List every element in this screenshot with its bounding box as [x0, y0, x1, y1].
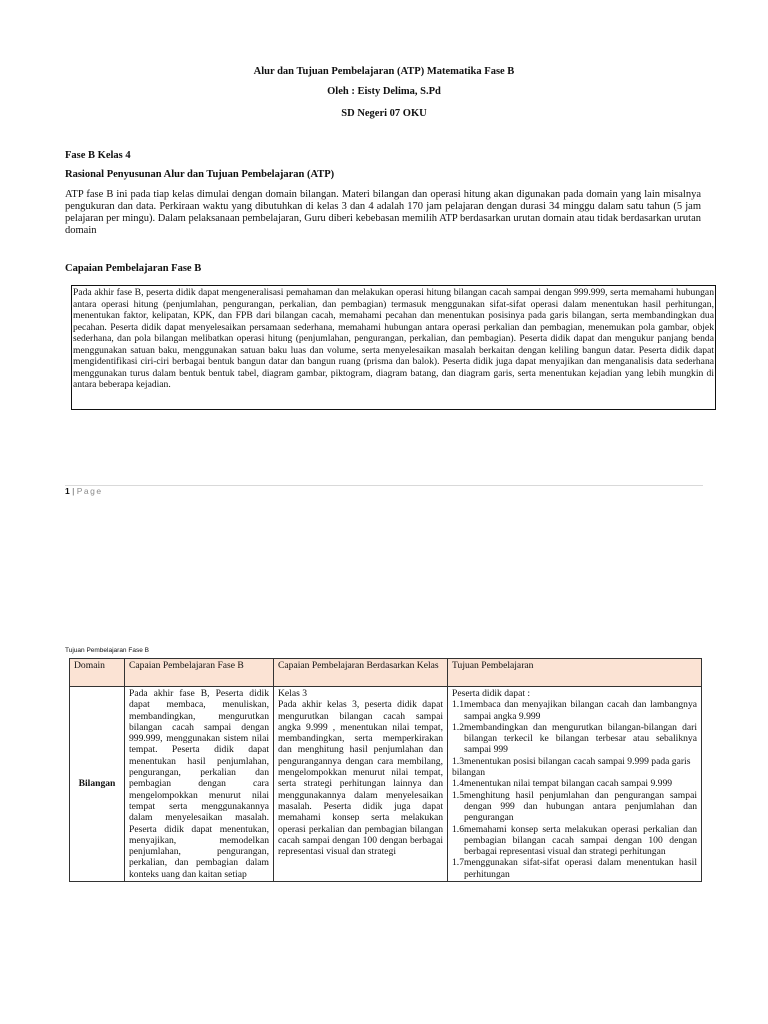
- tp-item-text: membandingkan dan mengurutkan bilangan-bilangan dari bilangan terkecil ke bilangan terbesar atau sebaliknya sampai 999: [464, 721, 697, 756]
- domain-cell: Bilangan: [70, 687, 125, 882]
- atp-table: [69, 658, 702, 882]
- tp-item-text: menggunakan sifat-sifat operasi dalam menentukan hasil perhitungan: [464, 857, 697, 880]
- header-domain: Domain: [70, 659, 125, 687]
- table-header-row: [70, 659, 702, 687]
- cp-kelas-text: Pada akhir kelas 3, peserta didik dapat mengurutkan bilangan cacah sampai angka 9.999 , menentukan nilai tempat, membandingkan, serta memperkirakan dan menghitung hasil penjumlahan dan pengurangannya dengan cara membilang, mengelompokkan menurut nilai tempat, serta strategi perhitungan lainnya dan menggunakannya dalam menyelesaikan masalah. Peserta didik juga dapat memahami konsep serta melakukan operasi perkalian dan pembagian bilangan cacah sampai dengan 100 dengan berbagai representasi visual dan strategi: [278, 699, 443, 858]
- kelas-label: Kelas 3: [278, 688, 308, 699]
- tp-item: [452, 824, 697, 858]
- tp-item: 1.3menentukan posisi bilangan cacah sampai 9.999 pada garis bilangan: [452, 755, 691, 779]
- document-school: SD Negeri 07 OKU: [341, 108, 427, 119]
- tp-cell: [448, 687, 702, 882]
- rasional-paragraph: ATP fase B ini pada tiap kelas dimulai dengan domain bilangan. Materi bilangan dan operasi hitung akan digunakan pada domain yang lain misalnya pengukuran dan data. Perkiraan waktu yang dibutuhkan di kelas 3 dan 4 adalah 170 jam pelajaran dengan durasi 34 minggu dalam satu tahun (5 jam pelajaran per mingu). Dalam pelaksanaan pembelajaran, Guru diberi kebebasan memilih ATP berdasarkan urutan domain atau tidak berdasarkan urutan domain: [65, 189, 701, 236]
- header-tp: Tujuan Pembelajaran: [448, 659, 702, 687]
- table-row: [70, 687, 702, 882]
- document-author: Oleh : Eisty Delima, S.Pd: [327, 86, 441, 97]
- tp-item: [452, 699, 697, 722]
- page-label: Page: [76, 486, 103, 496]
- footer-divider: [65, 485, 703, 486]
- capaian-box: Pada akhir fase B, peserta didik dapat mengeneralisasi pemahaman dan melakukan operasi hitung bilangan cacah sampai dengan 999.999, serta memahami hubungan antara operasi hitung (penjumlahan, pengurangan, perkalian, dan pembagian) termasuk menggunakan sifat-sifat operasi dalam menentukan hasil perhitungan, menentukan faktor, kelipatan, KPK, dan FPB dari bilangan cacah, memahami pecahan dan menentukan posisinya pada garis bilangan, serta membandingkan dua pecahan. Peserta didik dapat menyelesaikan persamaan sederhana, memahami hubungan antara operasi perkalian dan pembagian, menemukan pola gambar, objek sederhana, dan pola bilangan melibatkan operasi hitung (penjumlahan, pengurangan, perkalian, dan pembagian). Peserta didik dapat dan mengukur panjang benda menggunakan satuan baku, menggunakan satuan baku luas dan volume, serta menyelesaikan masalah berkaitan dengan keliling bangun datar. Peserta didik dapat mengidentifikasi ciri-ciri berbagai bentuk bangun datar dan bangun ruang (prisma dan balok). Peserta didik juga dapat menyajikan dan menganalisis data sederhana menggunakan turus dalam bentuk bentuk tabel, diagram gambar, piktogram, diagram batang, dan diagram garis, serta menentukan kejadian yang lebih mungkin di antara beberapa kejadian.: [71, 285, 716, 410]
- tp-item-number: 1.2: [452, 721, 464, 733]
- capaian-heading: Capaian Pembelajaran Fase B: [65, 263, 202, 274]
- tp-item-number: 1.6: [452, 823, 464, 835]
- rasional-heading: Rasional Penyusunan Alur dan Tujuan Pembelajaran (ATP): [65, 169, 335, 180]
- fase-kelas-heading: Fase B Kelas 4: [65, 150, 131, 161]
- tp-item-number: 1.7: [452, 857, 464, 869]
- tp-item: [452, 722, 697, 756]
- tp-intro: Peserta didik dapat :: [452, 688, 531, 699]
- header-cp: Capaian Pembelajaran Fase B: [125, 659, 274, 687]
- table-caption: Tujuan Pembelajaran Fase B: [65, 647, 149, 654]
- tp-item-number: 1.1: [452, 699, 464, 711]
- tp-item: [452, 790, 697, 824]
- tp-item-text: memahami konsep serta melakukan operasi perkalian dan pembagian bilangan cacah sampai dengan 100 dengan berbagai representasi visual dan strategi perhitungan: [464, 823, 697, 858]
- tp-item-text: menghitung hasil penjumlahan dan pengurangan sampai dengan 999 dan hubungan antara penjumlahan dan pengurangan: [464, 789, 697, 824]
- cp-cell: Pada akhir fase B, Peserta didik dapat membaca, menuliskan, membandingkan, mengurutkan bilangan cacah sampai dengan 999.999, menggunakan sistem nilai tempat. Peserta didik dapat menentukan hasil penjumlahan, pengurangan, perkalian dan pembagian dengan cara mengelompokkan menurut nilai tempat serta menggunakannya dalam menyelesaikan masalah. Peserta didik dapat menentukan, menyajikan, memodelkan penjumlahan, pengurangan, perkalian, dan pembagian dalam konteks uang dan kaitan setiap: [125, 687, 274, 882]
- page-number: 1: [65, 486, 70, 496]
- tp-list: [452, 699, 697, 880]
- document-title: Alur dan Tujuan Pembelajaran (ATP) Matematika Fase B: [253, 66, 515, 77]
- page-footer: [65, 486, 103, 496]
- cp-kelas-cell: [274, 687, 448, 882]
- tp-item: 1.4menentukan nilai tempat bilangan cacah sampai 9.999: [452, 778, 673, 790]
- header-cp-kelas: Capaian Pembelajaran Berdasarkan Kelas: [274, 659, 448, 687]
- tp-item: [452, 857, 697, 880]
- footer-separator: |: [72, 486, 75, 496]
- tp-item-text: membaca dan menyajikan bilangan cacah dan lambangnya sampai angka 9.999: [464, 699, 697, 722]
- tp-item-number: 1.5: [452, 789, 464, 801]
